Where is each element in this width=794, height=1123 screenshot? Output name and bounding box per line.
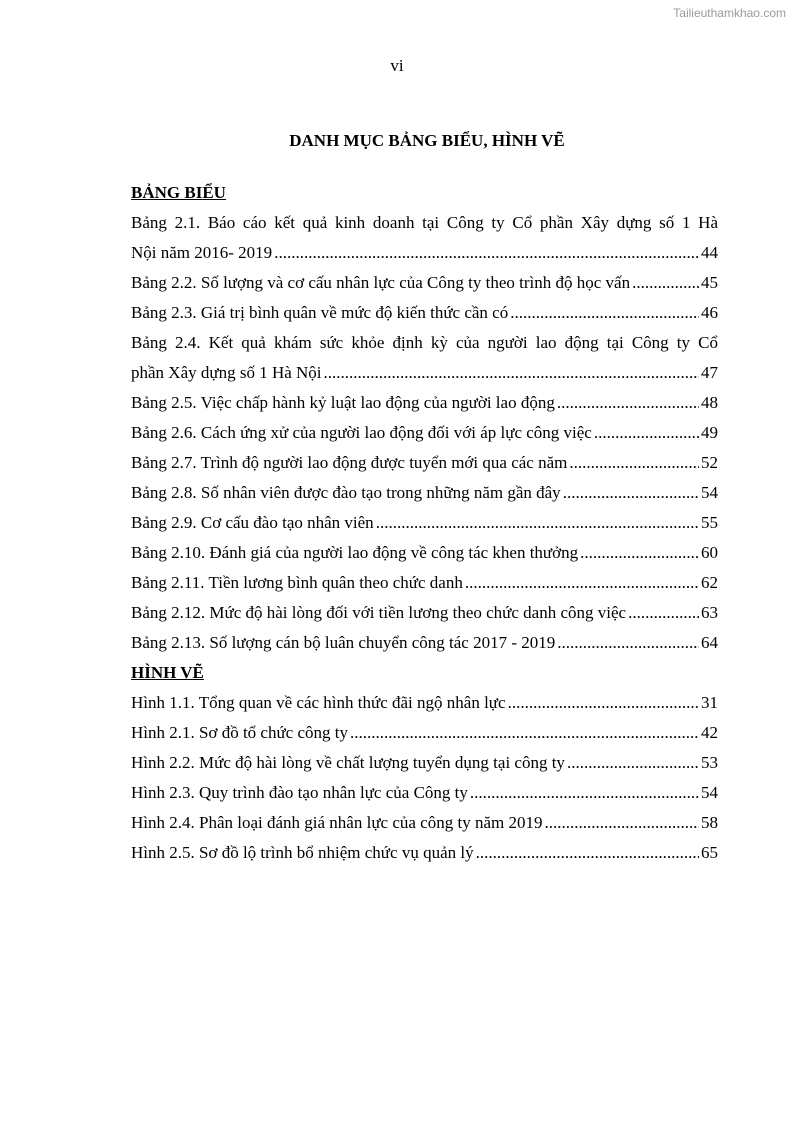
toc-table-entry xyxy=(131,538,718,568)
toc-table-entry xyxy=(131,268,718,298)
toc-figure-entry-row xyxy=(131,808,718,838)
toc-table-entry-title: Bảng 2.13. Số lượng cán bộ luân chuyển công tác 2017 - 2019 xyxy=(131,633,556,652)
toc-table-entry-row xyxy=(131,568,718,598)
toc-table-entry xyxy=(131,328,718,388)
toc-table-entry xyxy=(131,418,718,448)
dot-leader xyxy=(470,778,699,808)
toc-table-entry-title-line: Bảng 2.4. Kết quả khám sức khỏe định kỳ của người lao động tại Công ty Cổ xyxy=(131,333,718,352)
tables-list xyxy=(131,208,718,658)
dot-leader xyxy=(557,388,699,418)
toc-table-entry-title: Bảng 2.3. Giá trị bình quân về mức độ kiến thức cần có xyxy=(131,303,509,322)
tables-heading: BẢNG BIỂU xyxy=(131,183,226,202)
toc-table-entry xyxy=(131,568,718,598)
toc-figure-entry-row xyxy=(131,838,718,868)
toc-figure-entry-page-number: 42 xyxy=(701,723,718,742)
toc-table-entry xyxy=(131,508,718,538)
dot-leader xyxy=(465,568,699,598)
toc-table-entry-row xyxy=(131,388,718,418)
dot-leader xyxy=(544,808,699,838)
toc-table-entry-title: Bảng 2.5. Việc chấp hành kỷ luật lao động của người lao động xyxy=(131,393,555,412)
dot-leader xyxy=(569,448,699,478)
toc-table-entry xyxy=(131,298,718,328)
toc-table-entry-title: Bảng 2.9. Cơ cấu đào tạo nhân viên xyxy=(131,513,374,532)
toc-figure-entry-page-number: 58 xyxy=(701,813,718,832)
toc-table-entry-row xyxy=(131,298,718,328)
dot-leader xyxy=(376,508,699,538)
toc-table-entry-title: Bảng 2.12. Mức độ hài lòng đối với tiền lương theo chức danh công việc xyxy=(131,603,627,622)
toc-figure-entry xyxy=(131,778,718,808)
dot-leader xyxy=(476,838,699,868)
toc-table-entry-page-number: 46 xyxy=(701,303,718,322)
toc-figure-entry-page-number: 53 xyxy=(701,753,718,772)
toc-table-entry-row xyxy=(131,238,718,268)
dot-leader xyxy=(594,418,699,448)
toc-table-entry-row xyxy=(131,538,718,568)
toc-figure-entry-title: Hình 2.4. Phân loại đánh giá nhân lực của công ty năm 2019 xyxy=(131,813,543,832)
dot-leader xyxy=(557,628,699,658)
toc-table-entry-page-number: 44 xyxy=(701,243,718,262)
toc-table-entry-title-line: Bảng 2.1. Báo cáo kết quả kinh doanh tại Công ty Cổ phần Xây dựng số 1 Hà xyxy=(131,213,718,232)
toc-table-entry-page-number: 60 xyxy=(701,543,718,562)
toc-figure-entry-row xyxy=(131,718,718,748)
toc-figure-entry-title: Hình 2.5. Sơ đồ lộ trình bổ nhiệm chức vụ quản lý xyxy=(131,843,474,862)
dot-leader xyxy=(274,238,699,268)
toc-table-entry-page-number: 54 xyxy=(701,483,718,502)
figures-heading: HÌNH VẼ xyxy=(131,663,204,682)
toc-table-entry-page-number: 45 xyxy=(701,273,718,292)
dot-leader xyxy=(567,748,699,778)
dot-leader xyxy=(632,268,699,298)
toc-table-entry-row xyxy=(131,358,718,388)
toc-table-entry-page-number: 48 xyxy=(701,393,718,412)
dot-leader xyxy=(350,718,699,748)
toc-content xyxy=(131,178,718,868)
toc-figure-entry-row xyxy=(131,748,718,778)
toc-figure-entry xyxy=(131,688,718,718)
toc-figure-entry-row xyxy=(131,688,718,718)
dot-leader xyxy=(563,478,699,508)
toc-table-entry-page-number: 49 xyxy=(701,423,718,442)
toc-table-entry-title: Bảng 2.8. Số nhân viên được đào tạo trong những năm gần đây xyxy=(131,483,561,502)
toc-table-entry xyxy=(131,448,718,478)
toc-table-entry-page-number: 55 xyxy=(701,513,718,532)
toc-figure-entry-title: Hình 1.1. Tổng quan về các hình thức đãi ngộ nhân lực xyxy=(131,693,506,712)
toc-figure-entry xyxy=(131,838,718,868)
toc-table-entry-row xyxy=(131,268,718,298)
toc-table-entry-title: Bảng 2.6. Cách ứng xử của người lao động đối với áp lực công việc xyxy=(131,423,592,442)
toc-figure-entry xyxy=(131,808,718,838)
toc-table-entry-row xyxy=(131,598,718,628)
toc-table-entry-title: Nội năm 2016- 2019 xyxy=(131,243,273,262)
toc-figure-entry-page-number: 54 xyxy=(701,783,718,802)
toc-table-entry-page-number: 62 xyxy=(701,573,718,592)
toc-table-entry-title: Bảng 2.11. Tiền lương bình quân theo chức danh xyxy=(131,573,463,592)
toc-figure-entry xyxy=(131,718,718,748)
toc-figure-entry-title: Hình 2.1. Sơ đồ tổ chức công ty xyxy=(131,723,348,742)
toc-table-entry xyxy=(131,628,718,658)
toc-table-entry-row xyxy=(131,448,718,478)
dot-leader xyxy=(580,538,699,568)
watermark: Tailieuthamkhao.com xyxy=(673,6,786,20)
toc-table-entry-title: phần Xây dựng số 1 Hà Nội xyxy=(131,363,322,382)
toc-table-entry-row xyxy=(131,628,718,658)
toc-table-entry xyxy=(131,478,718,508)
toc-table-entry-page-number: 64 xyxy=(701,633,718,652)
dot-leader xyxy=(628,598,699,628)
toc-figure-entry-title: Hình 2.2. Mức độ hài lòng về chất lượng tuyển dụng tại công ty xyxy=(131,753,565,772)
toc-table-entry-title: Bảng 2.10. Đánh giá của người lao động về công tác khen thưởng xyxy=(131,543,579,562)
toc-figure-entry-row xyxy=(131,778,718,808)
figures-list xyxy=(131,688,718,868)
toc-table-entry-title: Bảng 2.2. Số lượng và cơ cấu nhân lực của Công ty theo trình độ học vấn xyxy=(131,273,631,292)
toc-table-entry xyxy=(131,388,718,418)
toc-table-entry-page-number: 63 xyxy=(701,603,718,622)
toc-table-entry xyxy=(131,598,718,628)
dot-leader xyxy=(324,358,699,388)
dot-leader xyxy=(508,688,699,718)
toc-table-entry-row xyxy=(131,478,718,508)
toc-figure-entry-page-number: 31 xyxy=(701,693,718,712)
toc-table-entry-page-number: 52 xyxy=(701,453,718,472)
toc-figure-entry-title: Hình 2.3. Quy trình đào tạo nhân lực của Công ty xyxy=(131,783,468,802)
toc-figure-entry xyxy=(131,748,718,778)
toc-figure-entry-page-number: 65 xyxy=(701,843,718,862)
toc-table-entry-row xyxy=(131,508,718,538)
dot-leader xyxy=(510,298,699,328)
toc-table-entry-row xyxy=(131,418,718,448)
toc-table-entry xyxy=(131,208,718,268)
toc-table-entry-page-number: 47 xyxy=(701,363,718,382)
page-number: vi xyxy=(390,56,404,75)
page-title: DANH MỤC BẢNG BIỂU, HÌNH VẼ xyxy=(289,131,565,150)
toc-table-entry-title: Bảng 2.7. Trình độ người lao động được tuyển mới qua các năm xyxy=(131,453,568,472)
